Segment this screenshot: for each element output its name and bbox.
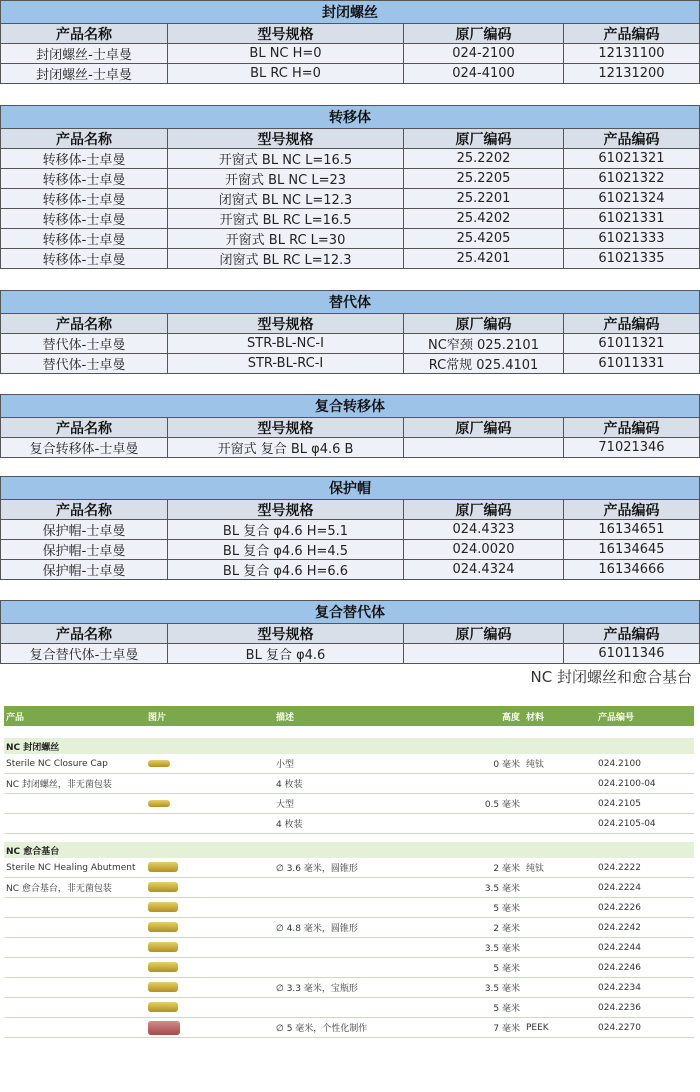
col-image: 图片: [148, 712, 167, 723]
catalog-row: [4, 978, 694, 998]
cell-name: 转移体-士卓曼: [1, 209, 168, 229]
cell-code: 61021321: [564, 149, 699, 169]
cell-model: 开窗式 BL NC L=23: [168, 169, 404, 189]
catalog-row: [4, 774, 694, 794]
cell-code: 12131100: [564, 44, 699, 64]
cell-name: 转移体-士卓曼: [1, 249, 168, 269]
cell-code: 61011331: [564, 354, 699, 374]
cell-height: 3.5 毫米: [484, 984, 520, 994]
header-code: 产品编码: [564, 129, 699, 149]
table-row: [0, 229, 700, 249]
header-code: 产品编码: [564, 418, 699, 438]
healing-abutment-icon: [148, 1002, 178, 1012]
table-header-row: [0, 624, 700, 644]
catalog-row: [4, 754, 694, 774]
header-model: 型号规格: [168, 500, 404, 520]
healing-abutment-icon: [148, 942, 178, 952]
cell-material: 纯钛: [526, 864, 545, 874]
table-header-row: [0, 314, 700, 334]
cell-name: 复合替代体-士卓曼: [1, 644, 168, 664]
cell-name: 转移体-士卓曼: [1, 229, 168, 249]
header-code: 产品编码: [564, 500, 699, 520]
healing-abutment-icon: [148, 962, 178, 972]
cell-orig: 024.4324: [404, 560, 564, 580]
cell-orig: 25.2201: [404, 189, 564, 209]
cell-orig: 25.4202: [404, 209, 564, 229]
cell-model: BL 复合 φ4.6 H=4.5: [168, 540, 404, 560]
cell-model: STR-BL-NC-I: [168, 334, 404, 354]
table-4: [0, 476, 700, 580]
catalog-row: [4, 878, 694, 898]
cell-name: 保护帽-士卓曼: [1, 560, 168, 580]
catalog-header-row: [4, 706, 694, 726]
catalog-row: [4, 1018, 694, 1038]
section-title: NC 封闭螺丝: [4, 738, 694, 754]
table-title: 保护帽: [0, 476, 700, 500]
table-header-row: [0, 129, 700, 149]
cell-height: 0 毫米: [493, 760, 520, 770]
cell-code: 024.2270: [598, 1022, 641, 1033]
cell-code: 024.2244: [598, 942, 641, 953]
cell-desc: 4 枚装: [276, 780, 303, 790]
cell-height: 3.5 毫米: [484, 884, 520, 894]
table-row: [0, 520, 700, 540]
cell-code: 024.2246: [598, 962, 641, 973]
table-header-row: [0, 24, 700, 44]
cell-model: 闭窗式 BL RC L=12.3: [168, 249, 404, 269]
cell-code: 024.2224: [598, 882, 641, 893]
catalog-row: [4, 998, 694, 1018]
cell-code: 024.2242: [598, 922, 641, 933]
healing-abutment-icon: [148, 902, 178, 912]
cell-code: 61021335: [564, 249, 699, 269]
header-model: 型号规格: [168, 624, 404, 644]
cell-code: 024.2105-04: [598, 818, 656, 829]
header-orig: 原厂编码: [404, 500, 564, 520]
col-code: 产品编号: [598, 712, 635, 723]
header-name: 产品名称: [1, 624, 168, 644]
healing-abutment-icon: [148, 862, 178, 872]
cell-code: 024.2236: [598, 1002, 641, 1013]
cell-orig: 25.4201: [404, 249, 564, 269]
table-5: [0, 600, 700, 664]
cell-material: 纯钛: [526, 760, 545, 770]
cell-desc: 大型: [276, 800, 295, 810]
cell-code: 61021322: [564, 169, 699, 189]
healing-abutment-icon: [148, 882, 178, 892]
cell-code: 024.2234: [598, 982, 641, 993]
table-header-row: [0, 500, 700, 520]
cell-desc: ∅ 5 毫米，个性化制作: [276, 1024, 368, 1034]
cell-orig: 25.2205: [404, 169, 564, 189]
cell-material: PEEK: [526, 1022, 549, 1033]
cell-model: 开窗式 复合 BL φ4.6 B: [168, 438, 404, 458]
cell-orig: [404, 438, 564, 458]
header-code: 产品编码: [564, 314, 699, 334]
header-code: 产品编码: [564, 24, 699, 44]
cell-name: 转移体-士卓曼: [1, 169, 168, 189]
table-row: [0, 644, 700, 664]
cell-orig: 024.4323: [404, 520, 564, 540]
cell-code: 16134645: [564, 540, 699, 560]
cell-height: 3.5 毫米: [484, 944, 520, 954]
header-name: 产品名称: [1, 129, 168, 149]
col-height: 高度: [501, 712, 520, 723]
header-orig: 原厂编码: [404, 624, 564, 644]
cell-height: 5 毫米: [493, 904, 520, 914]
table-title: 封闭螺丝: [0, 0, 700, 24]
cell-code: 61011346: [564, 644, 699, 664]
table-row: [0, 209, 700, 229]
col-material: 材料: [526, 712, 545, 723]
product-cn: NC 愈合基台，非无菌包装: [6, 884, 112, 894]
cell-model: 闭窗式 BL NC L=12.3: [168, 189, 404, 209]
table-row: [0, 438, 700, 458]
cell-code: 71021346: [564, 438, 699, 458]
cell-orig: 25.2202: [404, 149, 564, 169]
cell-model: 开窗式 BL NC L=16.5: [168, 149, 404, 169]
cell-code: 024.2222: [598, 862, 641, 873]
cell-code: 61021333: [564, 229, 699, 249]
cell-model: BL NC H=0: [168, 44, 404, 64]
header-orig: 原厂编码: [404, 129, 564, 149]
cell-orig: RC常规 025.4101: [404, 354, 564, 374]
cell-height: 5 毫米: [493, 964, 520, 974]
header-name: 产品名称: [1, 314, 168, 334]
catalog-row: [4, 958, 694, 978]
table-row: [0, 169, 700, 189]
table-row: [0, 64, 700, 84]
product-en: Sterile NC Healing Abutment: [6, 862, 136, 873]
cell-name: 替代体-士卓曼: [1, 354, 168, 374]
product-cn: NC 封闭螺丝，非无菌包装: [6, 780, 112, 790]
cell-model: STR-BL-RC-I: [168, 354, 404, 374]
cell-code: 16134666: [564, 560, 699, 580]
cell-desc: 4 枚装: [276, 820, 303, 830]
cell-model: 开窗式 BL RC L=16.5: [168, 209, 404, 229]
table-header-row: [0, 418, 700, 438]
cell-height: 7 毫米: [493, 1024, 520, 1034]
cell-orig: 024.0020: [404, 540, 564, 560]
cell-code: 61021331: [564, 209, 699, 229]
table-row: [0, 44, 700, 64]
col-desc: 描述: [276, 712, 295, 723]
catalog-row: [4, 858, 694, 878]
cell-code: 16134651: [564, 520, 699, 540]
header-name: 产品名称: [1, 24, 168, 44]
cell-name: 保护帽-士卓曼: [1, 520, 168, 540]
cell-desc: ∅ 3.6 毫米，圆锥形: [276, 864, 358, 874]
table-row: [0, 149, 700, 169]
catalog-row: [4, 898, 694, 918]
cell-orig: NC窄颈 025.2101: [404, 334, 564, 354]
cell-name: 转移体-士卓曼: [1, 149, 168, 169]
cell-orig: 024-2100: [404, 44, 564, 64]
healing-abutment-icon: [148, 982, 178, 992]
section-title: NC 愈合基台: [4, 842, 694, 858]
cell-height: 2 毫米: [493, 864, 520, 874]
catalog-row: [4, 794, 694, 814]
cell-model: BL 复合 φ4.6 H=5.1: [168, 520, 404, 540]
col-product: 产品: [6, 712, 25, 723]
cell-orig: 25.4205: [404, 229, 564, 249]
table-title: 替代体: [0, 290, 700, 314]
cell-model: BL RC H=0: [168, 64, 404, 84]
catalog-table: [4, 706, 694, 1038]
table-0: [0, 0, 700, 84]
cell-name: 替代体-士卓曼: [1, 334, 168, 354]
cell-desc: ∅ 4.8 毫米，圆锥形: [276, 924, 358, 934]
cell-name: 封闭螺丝-士卓曼: [1, 64, 168, 84]
cell-name: 封闭螺丝-士卓曼: [1, 44, 168, 64]
table-row: [0, 249, 700, 269]
header-orig: 原厂编码: [404, 418, 564, 438]
healing-abutment-icon: [148, 922, 178, 932]
table-title: 转移体: [0, 105, 700, 129]
table-1: [0, 105, 700, 269]
cell-desc: ∅ 3.3 毫米，宝瓶形: [276, 984, 358, 994]
cell-height: 5 毫米: [493, 1004, 520, 1014]
header-code: 产品编码: [564, 624, 699, 644]
catalog-title: NC 封闭螺丝和愈合基台: [530, 668, 692, 686]
product-en: Sterile NC Closure Cap: [6, 758, 108, 769]
table-title: 复合替代体: [0, 600, 700, 624]
header-orig: 原厂编码: [404, 24, 564, 44]
header-model: 型号规格: [168, 129, 404, 149]
cell-code: 024.2226: [598, 902, 641, 913]
cell-height: 2 毫米: [493, 924, 520, 934]
header-name: 产品名称: [1, 500, 168, 520]
table-2: [0, 290, 700, 374]
cell-model: BL 复合 φ4.6 H=6.6: [168, 560, 404, 580]
table-title: 复合转移体: [0, 394, 700, 418]
header-model: 型号规格: [168, 418, 404, 438]
cell-name: 保护帽-士卓曼: [1, 540, 168, 560]
cell-code: 61021324: [564, 189, 699, 209]
table-row: [0, 354, 700, 374]
cell-name: 复合转移体-士卓曼: [1, 438, 168, 458]
closure-cap-icon: [148, 800, 170, 807]
cell-height: 0.5 毫米: [484, 800, 520, 810]
table-row: [0, 189, 700, 209]
cell-code: 61011321: [564, 334, 699, 354]
cell-model: BL 复合 φ4.6: [168, 644, 404, 664]
closure-cap-icon: [148, 760, 170, 767]
table-row: [0, 540, 700, 560]
cell-name: 转移体-士卓曼: [1, 189, 168, 209]
header-name: 产品名称: [1, 418, 168, 438]
table-3: [0, 394, 700, 458]
cell-orig: 024-4100: [404, 64, 564, 84]
catalog-row: [4, 938, 694, 958]
catalog-row: [4, 814, 694, 834]
cell-code: 024.2100: [598, 758, 641, 769]
cell-code: 024.2100-04: [598, 778, 656, 789]
cell-model: 开窗式 BL RC L=30: [168, 229, 404, 249]
table-row: [0, 334, 700, 354]
peek-abutment-icon: [148, 1021, 180, 1035]
cell-code: 12131200: [564, 64, 699, 84]
table-row: [0, 560, 700, 580]
header-model: 型号规格: [168, 314, 404, 334]
header-orig: 原厂编码: [404, 314, 564, 334]
cell-orig: [404, 644, 564, 664]
cell-desc: 小型: [276, 760, 295, 770]
catalog-row: [4, 918, 694, 938]
header-model: 型号规格: [168, 24, 404, 44]
cell-code: 024.2105: [598, 798, 641, 809]
